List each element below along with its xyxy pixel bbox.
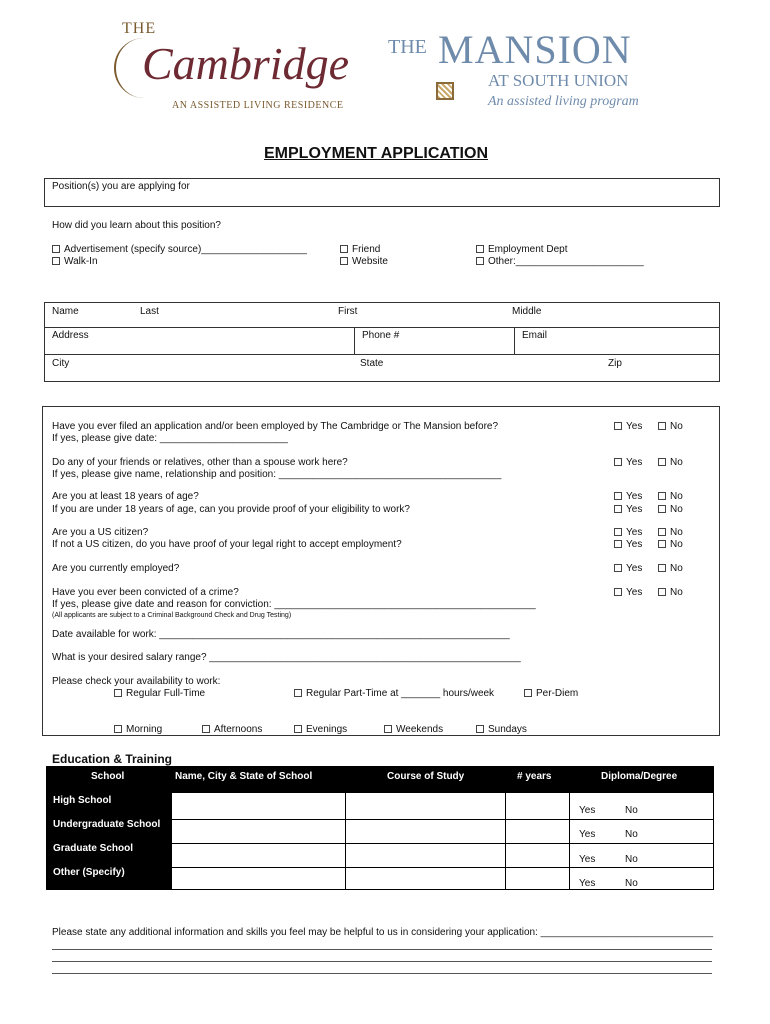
question-2-line2: If yes, please give name, relationship and position: ________________________________________ [52, 469, 502, 480]
checkbox-icon [202, 725, 210, 733]
question-3a-no[interactable]: No [658, 491, 683, 503]
state-field[interactable]: State [360, 358, 384, 369]
phone-field[interactable]: Phone # [362, 330, 400, 341]
question-6-yes[interactable]: Yes [614, 587, 642, 599]
shift-sundays[interactable]: Sundays [476, 724, 527, 736]
cambridge-logo [112, 16, 360, 116]
question-3-line2: If you are under 18 years of age, can you provide proof of your eligibility to work? [52, 504, 410, 515]
question-1-line2: If yes, please give date: _______________________ [52, 433, 288, 444]
checkbox-icon [524, 689, 532, 697]
learn-option-friend[interactable]: Friend [340, 244, 380, 256]
high-school-diploma-yes[interactable]: Yes [579, 805, 596, 816]
mansion-logo-the: THE [388, 36, 427, 58]
background-check-note: (All applicants are subject to a Criminal Background Check and Drug Testing) [52, 612, 292, 619]
learn-option-employment-dept[interactable]: Employment Dept [476, 244, 567, 256]
question-5-line1: Are you currently employed? [52, 563, 180, 574]
mansion-emblem-icon [436, 82, 454, 100]
last-name-field[interactable]: Last [140, 306, 159, 317]
question-4b-yes[interactable]: Yes [614, 539, 642, 551]
checkbox-icon [340, 257, 348, 265]
shift-afternoons[interactable]: Afternoons [202, 724, 262, 736]
col-header-years: # years [517, 771, 552, 782]
question-4a-no[interactable]: No [658, 527, 683, 539]
checkbox-icon [340, 245, 348, 253]
divider [514, 327, 515, 354]
mansion-logo-tagline: An assisted living program [488, 94, 639, 109]
checkbox-icon [614, 528, 622, 536]
mansion-logo-sub: AT SOUTH UNION [488, 71, 629, 90]
checkbox-icon [658, 588, 666, 596]
divider [44, 327, 720, 328]
other-diploma-no[interactable]: No [625, 878, 638, 889]
question-3b-yes[interactable]: Yes [614, 504, 642, 516]
learn-option-website[interactable]: Website [340, 256, 388, 268]
col-header-course: Course of Study [387, 771, 465, 782]
row-label-other: Other (Specify) [53, 867, 125, 878]
position-label: Position(s) you are applying for [52, 181, 190, 192]
divider [569, 793, 570, 889]
question-3a-yes[interactable]: Yes [614, 491, 642, 503]
question-6-no[interactable]: No [658, 587, 683, 599]
availability-part-time[interactable]: Regular Part-Time at _______ hours/week [294, 688, 494, 700]
question-4b-no[interactable]: No [658, 539, 683, 551]
middle-name-field[interactable]: Middle [512, 306, 542, 317]
graduate-diploma-yes[interactable]: Yes [579, 854, 596, 865]
learn-question: How did you learn about this position? [52, 220, 221, 231]
learn-option-other[interactable]: Other:_______________________ [476, 256, 644, 268]
question-2-line1: Do any of your friends or relatives, other than a spouse work here? [52, 457, 348, 468]
shift-evenings[interactable]: Evenings [294, 724, 347, 736]
col-header-name: Name, City & State of School [175, 771, 313, 782]
education-heading: Education & Training [52, 752, 173, 766]
row-label-graduate: Graduate School [53, 843, 134, 854]
checkbox-icon [476, 257, 484, 265]
checkbox-icon [114, 689, 122, 697]
high-school-diploma-no[interactable]: No [625, 805, 638, 816]
checkbox-icon [294, 725, 302, 733]
checkbox-icon [476, 245, 484, 253]
checkbox-icon [114, 725, 122, 733]
cambridge-logo-swash [114, 38, 150, 98]
checkbox-icon [658, 528, 666, 536]
zip-field[interactable]: Zip [608, 358, 622, 369]
cambridge-logo-tagline: AN ASSISTED LIVING RESIDENCE [172, 100, 344, 111]
shift-morning[interactable]: Morning [114, 724, 162, 736]
availability-per-diem[interactable]: Per-Diem [524, 688, 578, 700]
divider [505, 793, 506, 889]
question-4-line1: Are you a US citizen? [52, 527, 149, 538]
checkbox-icon [294, 689, 302, 697]
divider [171, 867, 713, 868]
learn-option-walkin[interactable]: Walk-In [52, 256, 98, 268]
address-field[interactable]: Address [52, 330, 89, 341]
checkbox-icon [384, 725, 392, 733]
col-header-school: School [91, 771, 125, 782]
cambridge-logo-the: THE [122, 20, 157, 37]
graduate-diploma-no[interactable]: No [625, 854, 638, 865]
checkbox-icon [476, 725, 484, 733]
row-label-high-school: High School [53, 795, 112, 806]
question-2-no[interactable]: No [658, 457, 683, 469]
divider [171, 793, 172, 889]
question-3-line1: Are you at least 18 years of age? [52, 491, 199, 502]
name-label: Name [52, 306, 79, 317]
question-5-yes[interactable]: Yes [614, 563, 642, 575]
question-4a-yes[interactable]: Yes [614, 527, 642, 539]
checkbox-icon [614, 458, 622, 466]
checkbox-icon [658, 458, 666, 466]
question-5-no[interactable]: No [658, 563, 683, 575]
checkbox-icon [658, 540, 666, 548]
question-3b-no[interactable]: No [658, 504, 683, 516]
page-title: EMPLOYMENT APPLICATION [264, 145, 488, 162]
divider [171, 819, 713, 820]
undergrad-diploma-yes[interactable]: Yes [579, 829, 596, 840]
first-name-field[interactable]: First [338, 306, 358, 317]
other-diploma-yes[interactable]: Yes [579, 878, 596, 889]
undergrad-diploma-no[interactable]: No [625, 829, 638, 840]
question-6-line2: If yes, please give date and reason for conviction: _______________________________________________ [52, 599, 536, 610]
checkbox-icon [614, 422, 622, 430]
additional-info-line[interactable] [52, 961, 712, 962]
divider [354, 327, 355, 354]
question-2-yes[interactable]: Yes [614, 457, 642, 469]
checkbox-icon [52, 257, 60, 265]
divider [171, 843, 713, 844]
checkbox-icon [658, 422, 666, 430]
checkbox-icon [614, 540, 622, 548]
question-4-line2: If not a US citizen, do you have proof of your legal right to accept employment? [52, 539, 402, 550]
city-field[interactable]: City [52, 358, 70, 369]
checkbox-icon [614, 564, 622, 572]
checkbox-icon [614, 588, 622, 596]
checkbox-icon [52, 245, 60, 253]
col-header-diploma: Diploma/Degree [601, 771, 678, 782]
availability-prompt: Please check your availability to work: [52, 676, 221, 687]
shift-weekends[interactable]: Weekends [384, 724, 443, 736]
mansion-logo [388, 28, 663, 114]
checkbox-icon [658, 564, 666, 572]
date-available-field[interactable]: Date available for work: _______________________________________________________________ [52, 629, 510, 640]
question-1-yes[interactable]: Yes [614, 421, 642, 433]
mansion-logo-name: MANSION [438, 27, 632, 72]
divider [345, 793, 346, 889]
education-table [46, 766, 714, 890]
checkbox-icon [614, 492, 622, 500]
additional-info-prompt: Please state any additional information and skills you feel may be helpful to us in considering your application: _______________________________ [52, 927, 714, 938]
divider [44, 354, 720, 355]
additional-info-line[interactable] [52, 949, 712, 950]
email-field[interactable]: Email [522, 330, 548, 341]
cambridge-logo-name: Cambridge [142, 38, 349, 89]
checkbox-icon [658, 492, 666, 500]
question-1-line1: Have you ever filed an application and/or been employed by The Cambridge or The Mansion before? [52, 421, 499, 432]
row-label-undergraduate: Undergraduate School [53, 819, 161, 830]
checkbox-icon [658, 505, 666, 513]
question-6-line1: Have you ever been convicted of a crime? [52, 587, 239, 598]
additional-info-line[interactable] [52, 973, 712, 974]
checkbox-icon [614, 505, 622, 513]
salary-range-field[interactable]: What is your desired salary range? ________________________________________________________ [52, 652, 521, 663]
question-1-no[interactable]: No [658, 421, 683, 433]
availability-full-time[interactable]: Regular Full-Time [114, 688, 205, 700]
learn-option-advertisement[interactable]: Advertisement (specify source)___________________ [52, 244, 307, 256]
